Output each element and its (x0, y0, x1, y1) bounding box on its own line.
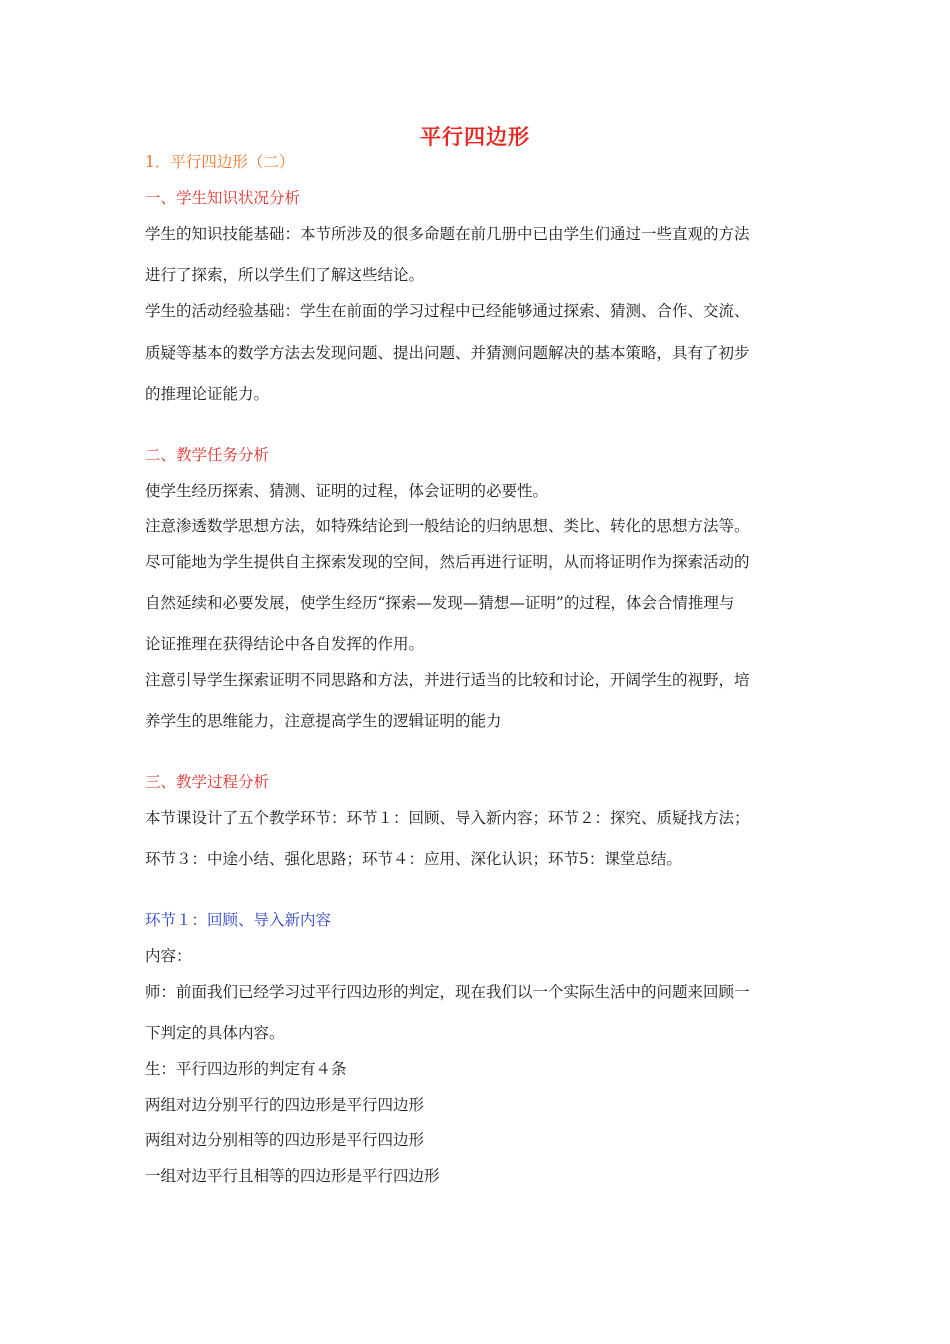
paragraph-line: 养学生的思维能力，注意提高学生的逻辑证明的能力 (145, 712, 502, 730)
paragraph-line: 论证推理在获得结论中各自发挥的作用。 (145, 635, 425, 653)
paragraph-line: 尽可能地为学生提供自主探索发现的空间，然后再进行证明，从而将证明作为探索活动的 (145, 553, 750, 571)
paragraph-line: 注意引导学生探索证明不同思路和方法，并进行适当的比较和讨论，开阔学生的视野，培 (145, 671, 750, 689)
section3-heading: 三、教学过程分析 (145, 773, 270, 791)
paragraph-line: 师：前面我们已经学习过平行四边形的判定，现在我们以一个实际生活中的问题来回顾一 (145, 983, 750, 1001)
section1-heading: 一、学生知识状况分析 (145, 189, 301, 207)
paragraph-line: 下判定的具体内容。 (145, 1024, 285, 1042)
page-title: 平行四边形 (420, 124, 530, 149)
paragraph-line: 环节３：中途小结、强化思路；环节４：应用、深化认识；环节5：课堂总结。 (145, 850, 682, 868)
paragraph-line: 注意渗透数学思想方法，如特殊结论到一般结论的归纳思想、类比、转化的思想方法等。 (145, 517, 750, 535)
paragraph-line: 进行了探索，所以学生们了解这些结论。 (145, 266, 425, 284)
paragraph-line: 两组对边分别平行的四边形是平行四边形 (145, 1096, 425, 1114)
paragraph-line: 自然延续和必要发展，使学生经历“探索—发现—猜想—证明”的过程，体会合情推理与 (145, 594, 735, 612)
paragraph-line: 内容： (145, 947, 192, 965)
section2-heading: 二、教学任务分析 (145, 446, 270, 464)
paragraph-line: 使学生经历探索、猜测、证明的过程，体会证明的必要性。 (145, 482, 549, 500)
paragraph-line: 两组对边分别相等的四边形是平行四边形 (145, 1131, 425, 1149)
step1-heading: 环节１：回顾、导入新内容 (145, 911, 332, 929)
subtitle: 1．平行四边形（二） (145, 153, 295, 171)
paragraph-line: 一组对边平行且相等的四边形是平行四边形 (145, 1167, 440, 1185)
paragraph-line: 本节课设计了五个教学环节：环节１：回顾、导入新内容；环节２：探究、质疑找方法； (145, 809, 750, 827)
paragraph-line: 学生的知识技能基础：本节所涉及的很多命题在前几册中已由学生们通过一些直观的方法 (145, 225, 750, 243)
paragraph-line: 的推理论证能力。 (145, 385, 270, 403)
paragraph-line: 质疑等基本的数学方法去发现问题、提出问题、并猜测问题解决的基本策略，具有了初步 (145, 344, 750, 362)
paragraph-line: 生：平行四边形的判定有４条 (145, 1060, 347, 1078)
paragraph-line: 学生的活动经验基础：学生在前面的学习过程中已经能够通过探索、猜测、合作、交流、 (145, 302, 750, 320)
